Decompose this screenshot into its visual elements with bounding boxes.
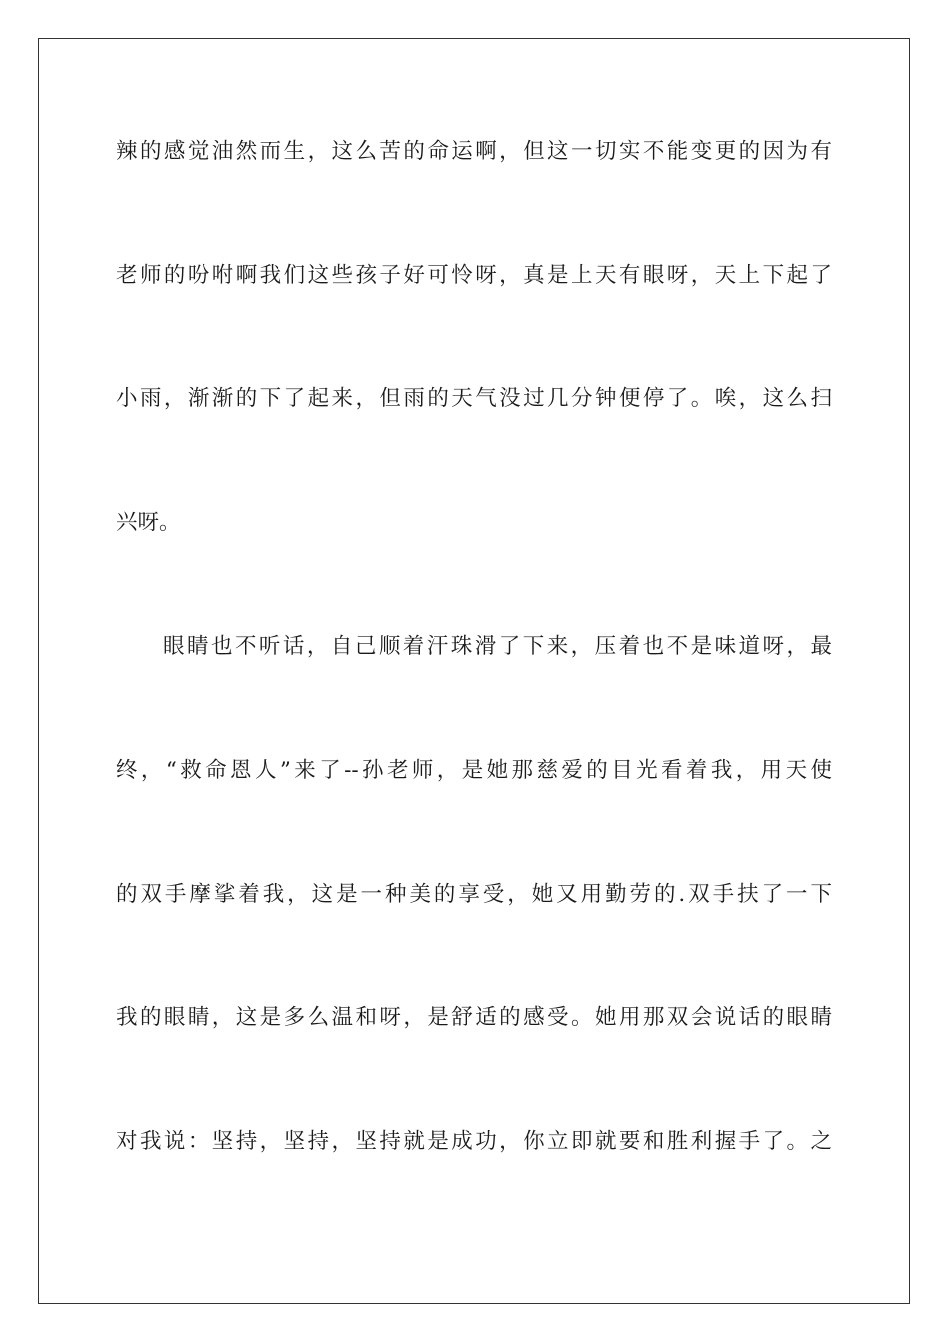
text-line-7: 的双手摩挲着我，这是一种美的享受，她又用勤劳的.双手扶了一下 <box>116 882 832 907</box>
text-line-9: 对我说：坚持，坚持，坚持就是成功，你立即就要和胜利握手了。之 <box>116 1129 832 1154</box>
text-line-8: 我的眼睛，这是多么温和呀，是舒适的感受。她用那双会说话的眼睛 <box>116 1005 832 1030</box>
text-line-3: 小雨，渐渐的下了起来，但雨的天气没过几分钟便停了。唉，这么扫 <box>116 386 832 411</box>
paragraph-start-line-5: 眼睛也不听话，自己顺着汗珠滑了下来，压着也不是味道呀，最 <box>163 634 832 659</box>
text-line-6: 终，“救命恩人”来了--孙老师，是她那慈爱的目光看着我，用天使 <box>116 758 832 783</box>
text-line-2: 老师的吩咐啊我们这些孩子好可怜呀，真是上天有眼呀，天上下起了 <box>116 263 832 288</box>
text-line-4: 兴呀。 <box>116 510 181 535</box>
text-line-1: 辣的感觉油然而生，这么苦的命运啊，但这一切实不能变更的因为有 <box>116 139 832 164</box>
page-border <box>38 38 910 1304</box>
